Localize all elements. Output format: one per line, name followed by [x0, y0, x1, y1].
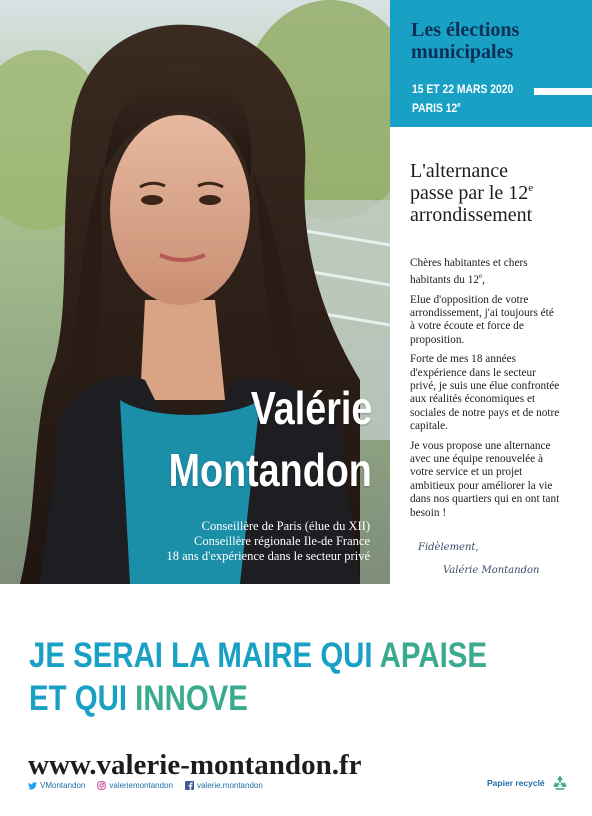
instagram-icon — [97, 781, 106, 790]
role-line: Conseillère de Paris (élue du XII) — [201, 519, 370, 533]
recycle-icon — [551, 774, 569, 792]
recycled-label: Papier recyclé — [487, 778, 545, 788]
signature — [418, 541, 539, 578]
slogan-line-1 — [29, 636, 487, 676]
letter-text: Chères habitantes et chers habitants du 12 — [410, 257, 528, 287]
banner-title-line: Les élections — [411, 19, 520, 41]
social-links — [28, 781, 263, 790]
date-location-sup: e — [457, 102, 461, 109]
twitter-link[interactable] — [28, 781, 85, 790]
letter-sup: e — [479, 272, 483, 281]
letter-paragraph: Je vous propose une alternance avec une équipe renouvelée à votre service et un projet ambitieux pour améliorer la vie dans nos quartiers qui en ont tant besoin ! — [410, 439, 560, 519]
recycled-paper — [487, 774, 569, 792]
slogan-line-2 — [29, 679, 248, 719]
date-location: PARIS 12 — [412, 102, 458, 115]
banner-title-line: municipales — [411, 41, 514, 63]
twitter-handle: VMontandon — [40, 781, 86, 790]
date-line: 15 ET 22 MARS 2020 — [412, 84, 514, 96]
slogan-accent: APAISE — [379, 636, 487, 675]
headline-text: passe par le 12 — [410, 182, 529, 204]
headline — [410, 160, 588, 226]
instagram-handle: valeriemontandon — [109, 781, 173, 790]
headline-sup: e — [528, 182, 534, 194]
twitter-icon — [28, 782, 37, 790]
role-line: Conseillère régionale Ile-de France — [194, 534, 370, 548]
candidate-roles — [166, 519, 370, 564]
slogan-accent: INNOVE — [135, 679, 248, 718]
instagram-link[interactable] — [97, 781, 173, 790]
candidate-photo — [0, 0, 390, 584]
portrait-illustration — [0, 0, 390, 584]
date-line — [412, 98, 513, 117]
letter-body — [410, 257, 560, 526]
banner-rule — [534, 88, 592, 95]
slogan-text: JE SERAI LA MAIRE QUI — [29, 636, 380, 675]
signature-name: Valérie Montandon — [443, 565, 540, 576]
facebook-link[interactable] — [185, 781, 263, 790]
slogan-text: ET QUI — [29, 679, 136, 718]
letter-paragraph: Elue d'opposition de votre arrondissement, j'ai toujours été à votre écoute et force de proposition. — [410, 293, 554, 346]
role-line: 18 ans d'expérience dans le secteur privé — [166, 549, 370, 563]
headline-line: arrondissement — [410, 204, 533, 226]
letter-text: , — [482, 274, 485, 287]
banner-title — [411, 19, 519, 63]
website-link[interactable]: www.valerie-montandon.fr — [28, 749, 362, 781]
candidate-first-name: Valérie — [250, 382, 372, 434]
signature-line: Fidèlement, — [418, 542, 479, 553]
candidate-last-name: Montandon — [168, 444, 372, 496]
letter-paragraph — [410, 257, 560, 288]
headline-line — [410, 182, 588, 204]
headline-line: L'alternance — [410, 160, 508, 182]
election-date — [412, 83, 513, 117]
election-banner — [390, 0, 592, 127]
facebook-handle: valerie.montandon — [196, 781, 263, 790]
letter-paragraph: Forte de mes 18 années d'expérience dans le secteur privé, je suis une élue confrontée aux réalités économiques et sociales de notre pays et de notre capitale. — [410, 353, 560, 433]
facebook-icon — [185, 781, 194, 790]
